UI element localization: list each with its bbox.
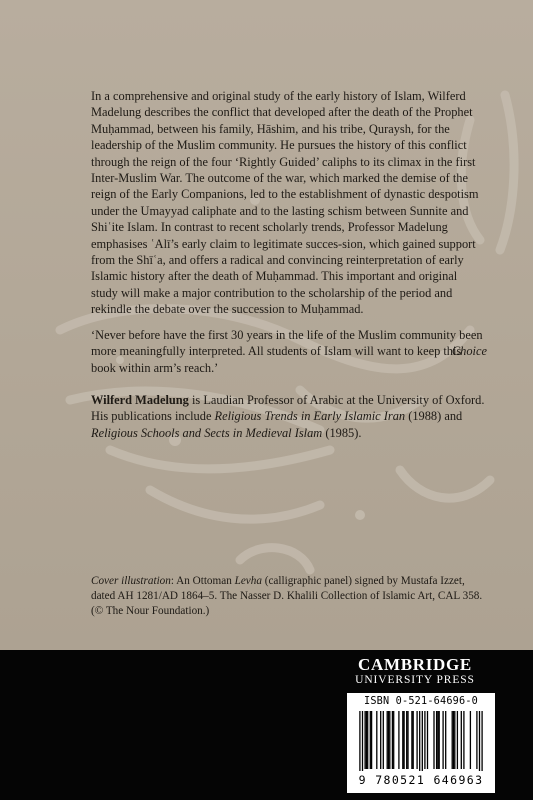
barcode [347, 693, 495, 793]
publisher-logo [340, 655, 490, 687]
author-name: Wilferd Madelung [91, 392, 189, 407]
barcode-bar [367, 711, 368, 769]
barcode-bar [398, 711, 399, 769]
author-bio [91, 392, 487, 441]
text-content [91, 88, 487, 441]
review-quote [91, 327, 487, 376]
quote-text: ‘Never before have the first 30 years in the life of the Muslim community been more meaningfully interpreted. All students of Islam will want to keep this book within arm’s reach.’ [91, 327, 483, 375]
barcode-bar [433, 711, 434, 769]
author-bio-text: (1985). [322, 425, 362, 440]
barcode-bar [402, 711, 403, 769]
barcode-bar [476, 711, 477, 769]
barcode-bar [407, 711, 408, 769]
barcode-bar [454, 711, 455, 769]
caption-text: (calligraphic panel) signed by Mustafa Izzet, dated AH 1281/AD 1864–5. The Nasser D. Khalili Collection of Islamic Art, CAL 358. (© The Nour Foundation.) [91, 575, 483, 617]
barcode-bar [457, 711, 458, 769]
book-title-2: Religious Schools and Sects in Medieval Islam [91, 425, 323, 440]
book-title-1: Religious Trends in Early Islamic Iran [214, 409, 406, 424]
barcode-bar [437, 711, 438, 769]
barcode-bar [411, 711, 412, 769]
barcode-bar [370, 711, 371, 769]
barcode-bar [439, 711, 440, 769]
barcode-bar [359, 711, 360, 771]
barcode-bar [376, 711, 377, 769]
barcode-bar [427, 711, 428, 769]
barcode-bar [442, 711, 443, 769]
barcode-bar [481, 711, 482, 771]
barcode-bar [413, 711, 414, 769]
barcode-bar [366, 711, 367, 769]
barcode-bar [479, 711, 480, 771]
author-bio-text: (1988) and [405, 409, 463, 424]
barcode-bar [452, 711, 453, 769]
barcode-bar [424, 711, 425, 769]
barcode-bar [436, 711, 437, 769]
barcode-bar [453, 711, 454, 769]
barcode-number: 9 780521 646963 [358, 773, 484, 787]
barcode-bar [416, 711, 417, 769]
barcode-bar [393, 711, 394, 769]
cover-illustration-caption [91, 574, 487, 619]
quote-source: Choice [451, 344, 487, 359]
barcode-bar [406, 711, 407, 769]
barcode-bars [347, 711, 495, 771]
barcode-bar [380, 711, 381, 769]
barcode-bar [422, 711, 423, 771]
caption-term: Levha [234, 575, 262, 587]
publisher-name: CAMBRIDGE [358, 655, 472, 674]
barcode-bar [403, 711, 404, 769]
barcode-bar [445, 711, 446, 769]
blurb-paragraph: In a comprehensive and original study of the early history of Islam, Wilferd Madelung describes the conflict that developed after the death of the Prophet Muḥammad, between his family, Hāshim, and his tribe, Quraysh, for the leadership of the Muslim community. He pursues the history of this conflict through the reign of the four ‘Rightly Guided’ caliphs to its climax in the first Inter-Muslim War. The outcome of the war, which marked the demise of the reign of the Early Companions, led to the establishment of dynastic despotism under the Umayyad caliphate and to the lasting schism between Sunnite and Shiʿite Islam. In contrast to recent scholarly trends, Professor Madelung emphasises ʿAlī’s early claim to legitimate succes-sion, which gained support from the Shīʿa, and offers a radical and convincing reinterpretation of early Islamic history after the death of Muḥammad. This important and original study will make a major contribution to the scholarship of the period and rekindle the debate over the succession to Muḥammad. [91, 89, 479, 317]
author-bio-text: is Laudian Professor of Arabic at the University of Oxford. His publications include [91, 392, 485, 424]
caption-text: : An Ottoman [170, 575, 235, 587]
isbn-label: ISBN 0-521-64696-0 [363, 696, 478, 707]
barcode-bar [461, 711, 462, 769]
barcode-bar [383, 711, 384, 769]
barcode-bar [463, 711, 464, 769]
barcode-bar [392, 711, 393, 769]
barcode-bar [389, 711, 390, 769]
barcode-bar [387, 711, 388, 769]
barcode-bar [419, 711, 420, 771]
publisher-press: UNIVERSITY PRESS [355, 674, 475, 686]
barcode-bar [364, 711, 365, 769]
barcode-bar [362, 711, 363, 771]
caption-label: Cover illustration [91, 575, 171, 587]
barcode-bar [371, 711, 372, 769]
barcode-bar [388, 711, 389, 769]
barcode-bar [470, 711, 471, 769]
